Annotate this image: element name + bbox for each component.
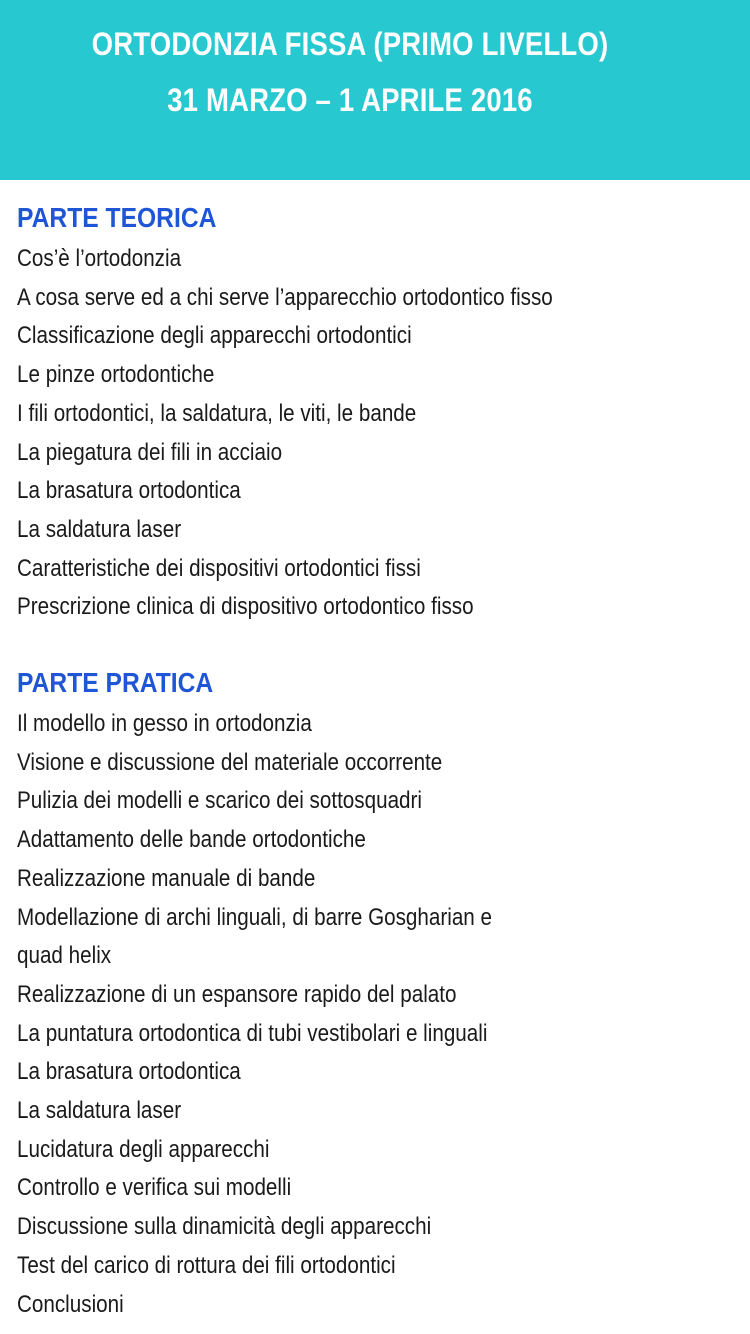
list-item: Conclusioni bbox=[17, 1290, 124, 1318]
list-item: Le pinze ortodontiche bbox=[17, 361, 215, 389]
section-spacer bbox=[17, 627, 737, 663]
list-item: Test del carico di rottura dei fili ortodontici bbox=[17, 1251, 396, 1279]
list-item: I fili ortodontici, la saldatura, le viti, le bande bbox=[17, 399, 417, 427]
list-item: La puntatura ortodontica di tubi vestibolari e linguali bbox=[17, 1019, 488, 1047]
list-item: Adattamento delle bande ortodontiche bbox=[17, 826, 366, 854]
course-dates: 31 MARZO – 1 APRILE 2016 bbox=[167, 82, 533, 118]
list-item: Controllo e verifica sui modelli bbox=[17, 1174, 292, 1202]
pratica-list bbox=[17, 705, 737, 1324]
list-item: La saldatura laser bbox=[17, 515, 182, 543]
program-content bbox=[17, 198, 737, 1324]
list-item: quad helix bbox=[17, 942, 112, 970]
list-item: Visione e discussione del materiale occorrente bbox=[17, 748, 443, 776]
list-item: Caratteristiche dei dispositivi ortodontici fissi bbox=[17, 554, 421, 582]
list-item: Realizzazione di un espansore rapido del palato bbox=[17, 980, 457, 1008]
list-item: Il modello in gesso in ortodonzia bbox=[17, 710, 312, 738]
course-header bbox=[0, 0, 750, 180]
section-title-teoria: PARTE TEORICA bbox=[17, 202, 217, 233]
list-item: Pulizia dei modelli e scarico dei sottosquadri bbox=[17, 787, 422, 815]
list-item: La brasatura ortodontica bbox=[17, 1058, 241, 1086]
list-item: Classificazione degli apparecchi ortodontici bbox=[17, 322, 412, 350]
section-title-pratica: PARTE PRATICA bbox=[17, 667, 214, 699]
list-item: Discussione sulla dinamicità degli apparecchi bbox=[17, 1213, 432, 1241]
list-item: A cosa serve ed a chi serve l’apparecchio ortodontico fisso bbox=[17, 283, 553, 311]
list-item: Prescrizione clinica di dispositivo ortodontico fisso bbox=[17, 593, 474, 621]
list-item: La brasatura ortodontica bbox=[17, 477, 241, 505]
list-item: Cos’è l’ortodonzia bbox=[17, 245, 182, 272]
list-item: Realizzazione manuale di bande bbox=[17, 864, 316, 892]
course-title: ORTODONZIA FISSA (PRIMO LIVELLO) bbox=[91, 26, 609, 62]
list-item: Modellazione di archi linguali, di barre Gosgharian e bbox=[17, 903, 493, 931]
teoria-list bbox=[17, 240, 737, 627]
list-item: La piegatura dei fili in acciaio bbox=[17, 438, 283, 466]
list-item: Lucidatura degli apparecchi bbox=[17, 1135, 270, 1163]
list-item: La saldatura laser bbox=[17, 1097, 182, 1125]
